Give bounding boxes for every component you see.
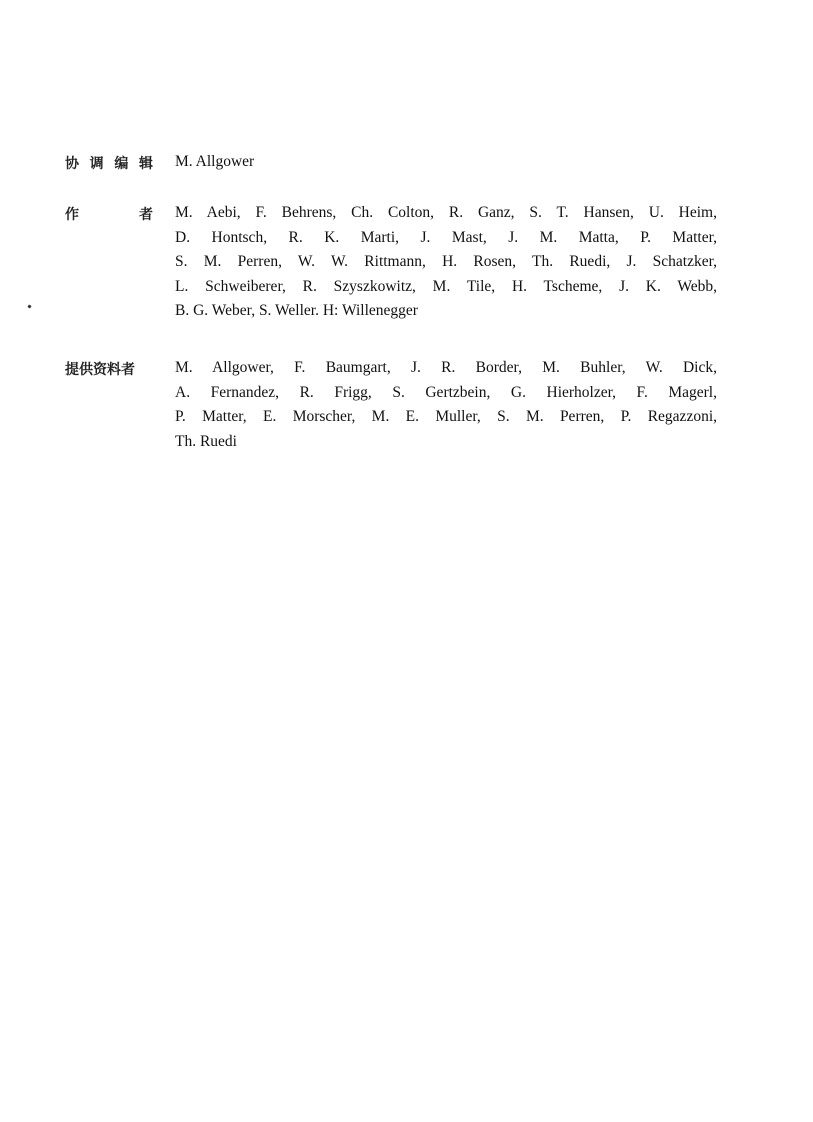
contributor-line: M. Allgower, F. Baumgart, J. R. Border, M. Buhler, W. Dick,	[175, 359, 717, 376]
label-char: 编	[114, 156, 129, 172]
label-char: 者	[139, 207, 153, 223]
scan-speck	[27, 304, 31, 308]
label-char: 作	[65, 207, 79, 223]
coordinating-editor-names	[175, 150, 717, 175]
author-line: L. Schweiberer, R. Szyszkowitz, M. Tile, H. Tscheme, J. K. Webb,	[175, 277, 717, 295]
author-line: B. G. Weber, S. Weller. H: Willenegger	[175, 302, 418, 320]
authors-list	[175, 201, 717, 324]
coordinating-editor-label	[65, 153, 153, 173]
authors-label	[65, 204, 153, 224]
label-char: 调	[89, 156, 104, 172]
label-char: 协	[65, 156, 79, 172]
author-line: S. M. Perren, W. W. Rittmann, H. Rosen, Th. Ruedi, J. Schatzker,	[175, 253, 717, 271]
label-char: 辑	[138, 156, 153, 172]
contributor-line: P. Matter, E. Morscher, M. E. Muller, S. M. Perren, P. Regazzoni,	[175, 408, 717, 426]
contributor-line: Th. Ruedi	[175, 432, 237, 450]
author-line: D. Hontsch, R. K. Marti, J. Mast, J. M. Matta, P. Matter,	[175, 228, 717, 246]
name-line: M. Allgower	[175, 153, 255, 170]
contributors-list	[175, 356, 717, 454]
author-line: M. Aebi, F. Behrens, Ch. Colton, R. Ganz, S. T. Hansen, U. Heim,	[175, 204, 717, 221]
contributors-label: 提供资料者	[65, 362, 135, 378]
contributor-line: A. Fernandez, R. Frigg, S. Gertzbein, G. Hierholzer, F. Magerl,	[175, 383, 717, 401]
